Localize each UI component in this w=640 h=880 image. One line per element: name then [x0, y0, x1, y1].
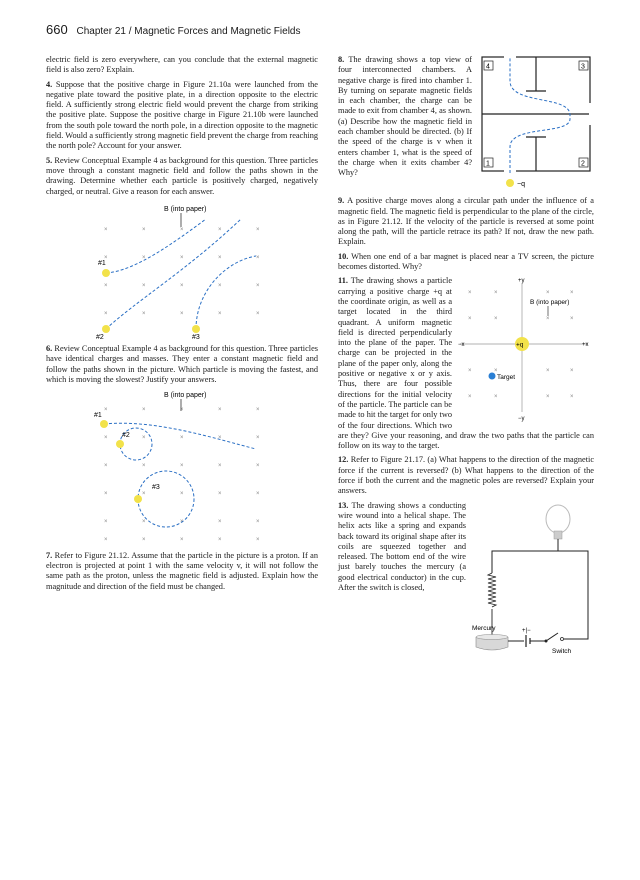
svg-text:×: × — [180, 282, 184, 289]
svg-text:×: × — [142, 463, 146, 470]
plus-x-label: +x — [582, 342, 589, 349]
svg-text:×: × — [494, 394, 498, 401]
circuit-wire-right — [558, 539, 588, 639]
particle-3-label: #3 — [192, 333, 200, 341]
question-number: 5. — [46, 155, 53, 165]
right-column — [338, 55, 594, 674]
svg-text:×: × — [468, 368, 472, 375]
figure-q6 — [46, 389, 318, 550]
svg-text:×: × — [180, 407, 184, 414]
svg-text:×: × — [104, 519, 108, 526]
svg-text:×: × — [218, 254, 222, 261]
svg-text:×: × — [218, 407, 222, 414]
svg-text:×: × — [256, 519, 260, 526]
target-label: Target — [497, 374, 516, 382]
svg-text:×: × — [546, 290, 550, 297]
question-number: 10. — [338, 251, 349, 261]
minus-y-label: −y — [518, 416, 525, 423]
svg-text:×: × — [218, 519, 222, 526]
svg-text:×: × — [180, 463, 184, 470]
svg-text:×: × — [256, 463, 260, 470]
question-text: Review Conceptual Example 4 as background for this question. Three particles move through a constant magnetic field and follow the paths shown in the drawing. Determine whether each particle is positively charged, negatively charged, or neutral. Give a reason for each answer. — [46, 155, 318, 196]
path-3 — [138, 471, 194, 527]
question-text: Refer to Figure 21.12. Assume that the particle in the picture is a proton. If an electron is projected at point 1 with the same velocity v, it will not follow the same path as the proton, unless the magnetic field is adjusted. Explain how the magnitude and direction of the field must be changed. — [46, 550, 319, 591]
svg-text:×: × — [468, 290, 472, 297]
question-9 — [338, 196, 594, 247]
chamber-2-label: 2 — [581, 160, 585, 168]
svg-text:×: × — [142, 537, 146, 544]
svg-text:×: × — [256, 537, 260, 544]
question-number: 4. — [46, 79, 53, 89]
particle-1 — [102, 269, 110, 277]
svg-text:×: × — [218, 226, 222, 233]
plus-y-label: +y — [518, 278, 525, 285]
battery-label: +|− — [522, 627, 531, 634]
question-7 — [46, 551, 318, 592]
svg-text:×: × — [494, 290, 498, 297]
svg-text:×: × — [256, 435, 260, 442]
question-text: When one end of a bar magnet is placed near a TV screen, the picture becomes distorted. Why? — [338, 251, 594, 272]
figure-q5 — [46, 201, 318, 344]
svg-text:×: × — [546, 394, 550, 401]
svg-text:×: × — [256, 282, 260, 289]
svg-text:×: × — [180, 519, 184, 526]
svg-text:×: × — [180, 491, 184, 498]
svg-text:×: × — [218, 310, 222, 317]
svg-text:×: × — [494, 368, 498, 375]
intro-paragraph: electric field is zero everywhere, can you conclude that the external magnetic field is also zero? Explain. — [46, 55, 318, 75]
svg-text:×: × — [570, 316, 574, 323]
question-12 — [338, 455, 594, 496]
chamber-4-label: 4 — [486, 63, 490, 71]
svg-text:×: × — [104, 491, 108, 498]
particle-1-label: #1 — [98, 259, 106, 267]
svg-text:×: × — [546, 368, 550, 375]
question-number: 9. — [338, 196, 345, 206]
question-text: The drawing shows a top view of four interconnected chambers. A negative charge is fired into chamber 1. By turning on separate magnetic fields in each chamber, the charge can be made to exit from chamber 4, as shown. (a) Describe how the magnetic field in each chamber should be directed. (b) If the speed of the charge is v when it enters chamber 1, what is the speed of the charge when it exits chamber 4? Why? — [338, 55, 472, 178]
left-column — [46, 55, 318, 596]
page-number: 660 — [46, 22, 68, 37]
svg-text:×: × — [256, 310, 260, 317]
circuit-wire-left — [492, 551, 558, 573]
mercury-label: Mercury — [472, 624, 496, 632]
svg-text:×: × — [180, 254, 184, 261]
svg-text:×: × — [570, 394, 574, 401]
target-dot — [489, 373, 496, 380]
question-number: 11. — [338, 276, 348, 286]
question-text: Suppose that the positive charge in Figure 21.10a were launched from the negative plate toward the positive plate, in a direction opposite to the electric field. A sufficiently strong electric field would prevent the charge from striking the positive plate. Suppose the positive charge in Figure 21.10b were launched from the south pole toward the north pole, in a direction opposite to the magnetic field. Would a sufficiently strong magnetic field prevent the charge from reaching the north pole? Account for your answer. — [46, 79, 318, 151]
svg-text:×: × — [256, 407, 260, 414]
particle-3-label: #3 — [152, 484, 160, 492]
figure-q13-svg — [472, 501, 594, 669]
svg-text:×: × — [218, 537, 222, 544]
b-field-label: B (into paper) — [530, 299, 570, 307]
particle-1 — [100, 420, 108, 428]
path-3 — [196, 256, 256, 329]
particle-1-label: #1 — [94, 412, 102, 420]
svg-text:×: × — [142, 282, 146, 289]
figure-q6-svg — [46, 389, 318, 547]
svg-text:×: × — [256, 254, 260, 261]
question-text: A positive charge moves along a circular path under the influence of a magnetic field. The magnetic field is perpendicular to the plane of the circle, as in Figure 21.12. If the velocity of the particle is reversed at some point along the path, will the particle retrace its path? If not, draw the new path. Explain. — [338, 196, 594, 247]
svg-text:×: × — [180, 537, 184, 544]
svg-text:×: × — [104, 310, 108, 317]
svg-text:×: × — [546, 316, 550, 323]
svg-text:×: × — [104, 435, 108, 442]
svg-text:×: × — [570, 368, 574, 375]
svg-text:×: × — [104, 407, 108, 414]
question-10 — [338, 252, 594, 273]
particle-3 — [134, 495, 142, 503]
figure-q11-svg — [458, 276, 594, 422]
svg-text:×: × — [142, 435, 146, 442]
figure-q5-svg — [46, 201, 318, 341]
svg-text:×: × — [218, 435, 222, 442]
switch-lever — [530, 633, 558, 641]
svg-text:×: × — [468, 394, 472, 401]
question-5 — [46, 156, 318, 197]
svg-text:×: × — [570, 290, 574, 297]
question-text: Refer to Figure 21.17. (a) What happens to the direction of the magnetic force if the current is reversed? (b) What happens to the direction of the force if both the current and the magnetic poles are reversed? Explain your answers. — [338, 455, 595, 496]
path-1 — [106, 219, 206, 273]
question-text: The drawing shows a particle carrying a positive charge +q at the coordinate origin, as well as a target located in the third quadrant. A uniform magnetic field is directed perpendicularly into the plane of the paper. The charge can be projected in the plane of the paper only, along the positive or negative x or y axis. Thus, there are four possible directions for the initial velocity of the particle. The particle can be made to hit the target for only two of the four directions. Which two are they? Give your reasoning, and draw the two paths that the particle can follow on its way to the target. — [338, 276, 594, 451]
figure-q13 — [472, 501, 594, 672]
particle-2 — [116, 440, 124, 448]
question-number: 6. — [46, 344, 53, 354]
light-bulb — [546, 505, 570, 533]
particle-2-label: #2 — [122, 432, 130, 440]
charge — [506, 179, 514, 187]
question-number: 7. — [46, 550, 53, 560]
question-4 — [46, 80, 318, 152]
charge-path — [510, 57, 570, 173]
svg-text:×: × — [256, 226, 260, 233]
svg-text:×: × — [104, 537, 108, 544]
question-text: Review Conceptual Example 4 as background for this question. Three particles have identical charges and masses. They enter a constant magnetic field and follow the paths shown in the picture. Which particle is moving the fastest, and which is moving the slowest? Justify your answers. — [46, 344, 318, 385]
svg-text:×: × — [142, 491, 146, 498]
figure-q8-svg — [478, 55, 594, 191]
svg-text:×: × — [104, 282, 108, 289]
question-number: 13. — [338, 500, 349, 510]
svg-text:×: × — [468, 316, 472, 323]
question-text: The drawing shows a conducting wire wound into a helical shape. The helix acts like a spring and expands back toward its original shape after its coils are squeezed together and released. The bottom end of the wire just barely touches the mercury (a good electrical conductor) in the cup. After the switch is closed, — [338, 500, 466, 592]
b-field-label: B (into paper) — [164, 392, 207, 400]
field-x-grid — [104, 227, 260, 317]
b-field-label: B (into paper) — [164, 205, 207, 213]
particle-3 — [192, 325, 200, 333]
particle-2-label: #2 — [96, 333, 104, 341]
svg-text:×: × — [104, 226, 108, 233]
svg-text:×: × — [256, 491, 260, 498]
figure-q11 — [458, 276, 594, 425]
svg-text:×: × — [142, 254, 146, 261]
question-number: 12. — [338, 455, 349, 465]
svg-text:×: × — [142, 519, 146, 526]
svg-text:×: × — [494, 316, 498, 323]
svg-text:×: × — [142, 407, 146, 414]
figure-q8 — [478, 55, 594, 194]
svg-text:×: × — [180, 435, 184, 442]
chamber-1-label: 1 — [486, 160, 490, 168]
page-header — [46, 22, 300, 37]
svg-text:×: × — [142, 310, 146, 317]
switch-label: Switch — [552, 647, 572, 655]
charge-label: −q — [517, 181, 525, 188]
chapter-title: Chapter 21 / Magnetic Forces and Magnetic Fields — [76, 26, 301, 37]
svg-text:×: × — [104, 463, 108, 470]
question-6 — [46, 344, 318, 385]
svg-text:×: × — [142, 226, 146, 233]
svg-text:×: × — [180, 226, 184, 233]
field-x-grid — [104, 407, 260, 543]
svg-text:×: × — [218, 282, 222, 289]
svg-text:×: × — [104, 254, 108, 261]
chamber-3-label: 3 — [581, 63, 585, 71]
question-number: 8. — [338, 55, 345, 64]
minus-x-label: −x — [458, 342, 465, 349]
svg-text:×: × — [180, 310, 184, 317]
charge-label: +q — [516, 341, 524, 349]
particle-2 — [102, 325, 110, 333]
svg-text:×: × — [218, 491, 222, 498]
svg-text:×: × — [218, 463, 222, 470]
